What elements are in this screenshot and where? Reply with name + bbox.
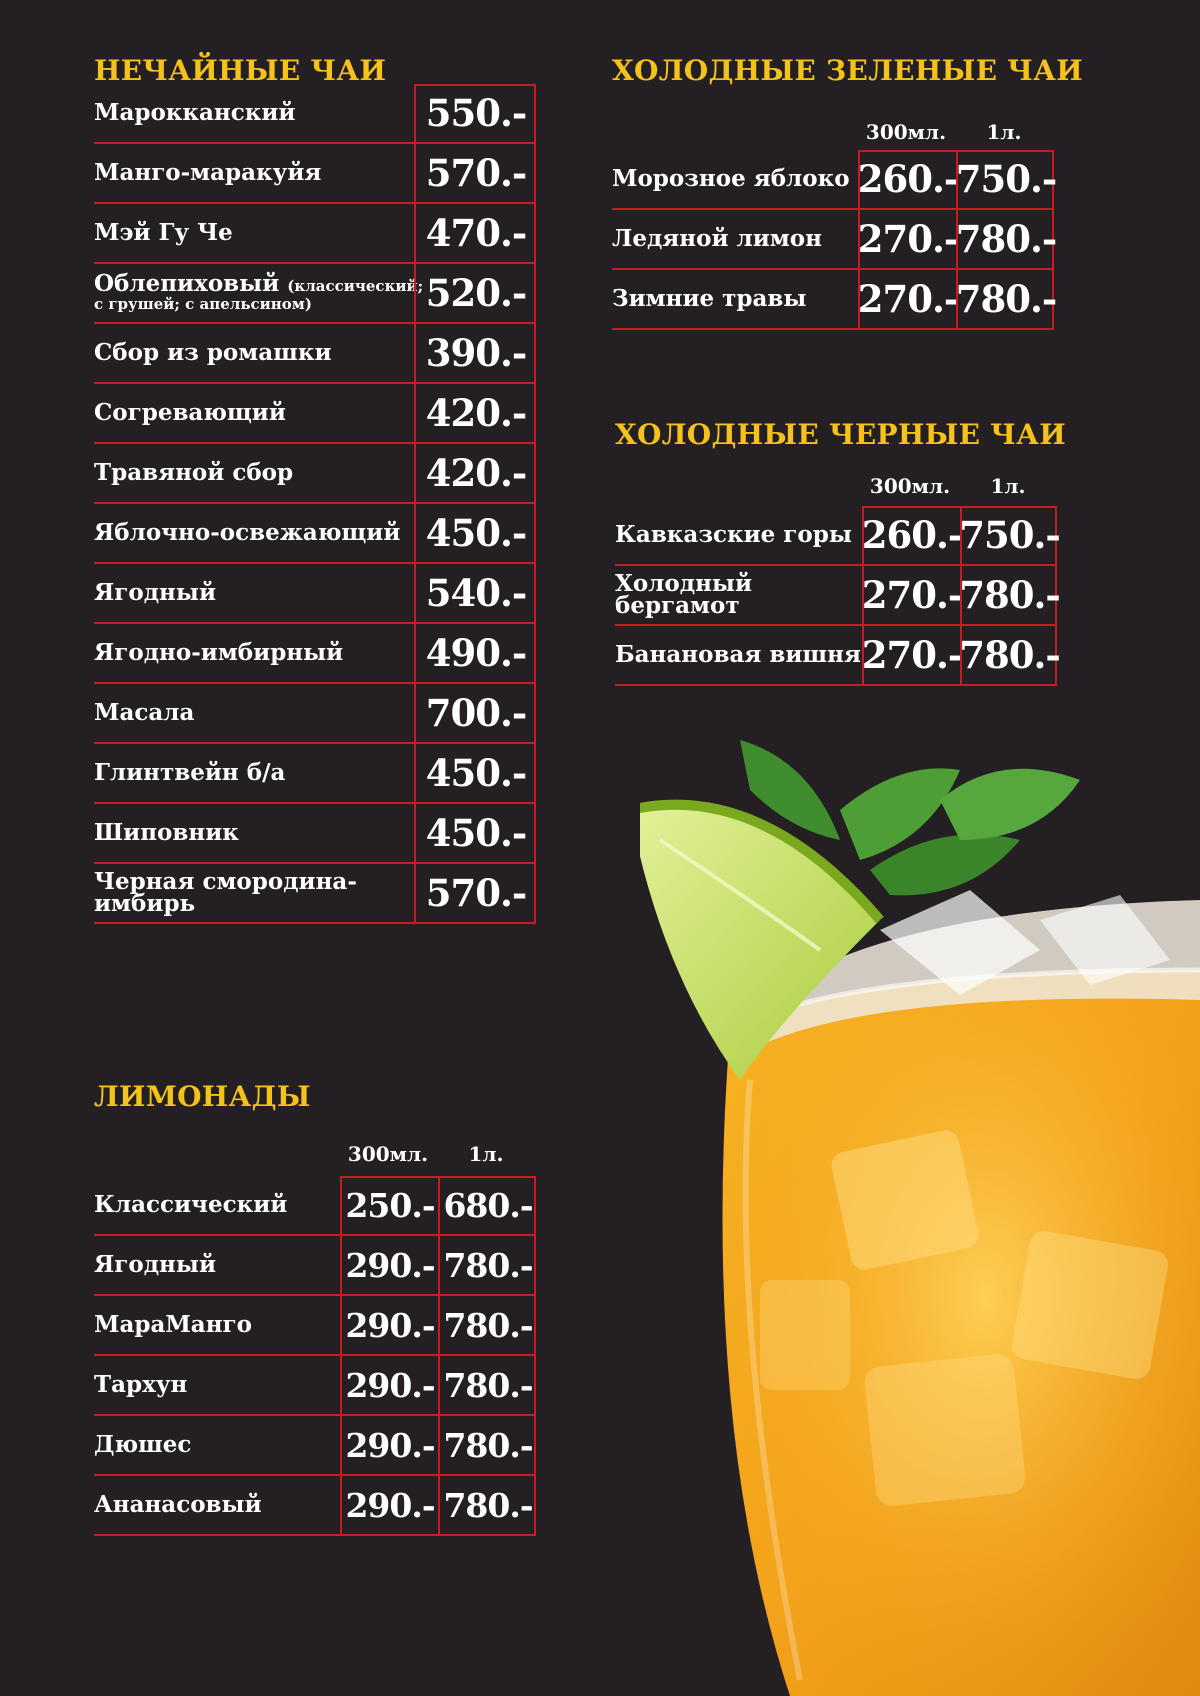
item-name <box>94 1296 252 1354</box>
item-price-300ml: 260.- <box>862 506 960 564</box>
menu-row <box>94 444 536 504</box>
menu-row <box>615 506 1060 566</box>
menu-row <box>94 204 536 264</box>
item-price: 450.- <box>414 744 536 802</box>
item-name <box>612 270 806 328</box>
item-name-text: Травяной сбор <box>94 459 294 486</box>
menu-row <box>94 684 536 744</box>
item-price-300ml: 270.- <box>862 626 960 684</box>
column-header-1l: 1л. <box>986 120 1022 144</box>
item-name <box>94 384 286 442</box>
item-price-300ml: 290.- <box>340 1416 438 1474</box>
item-price-1l: 780.- <box>438 1476 536 1534</box>
item-name-text: Морозное яблоко <box>612 165 850 192</box>
item-price-300ml: 260.- <box>858 150 956 208</box>
item-name <box>612 210 822 268</box>
row-divider <box>612 328 1054 330</box>
item-price-1l: 780.- <box>438 1416 536 1474</box>
cold-green-title: ХОЛОДНЫЕ ЗЕЛЕНЫЕ ЧАИ <box>612 54 1084 87</box>
item-price: 470.- <box>414 204 536 262</box>
item-name-text: Глинтвейн б/а <box>94 759 286 786</box>
menu-row <box>94 564 536 624</box>
item-name <box>94 624 343 682</box>
item-price: 550.- <box>414 84 536 142</box>
item-note-inline: (классический; <box>287 277 424 295</box>
item-price: 490.- <box>414 624 536 682</box>
item-name <box>94 1236 216 1294</box>
item-price-1l: 680.- <box>438 1176 536 1234</box>
item-name-text: Ягодно-имбирный <box>94 639 344 666</box>
menu-row <box>612 270 1057 330</box>
item-name-text: Ягодный <box>94 1251 216 1278</box>
cold-black-title: ХОЛОДНЫЕ ЧЕРНЫЕ ЧАИ <box>615 418 1067 451</box>
herbal-teas-section <box>94 54 536 934</box>
item-name <box>94 324 332 382</box>
column-header-300ml: 300мл. <box>865 120 947 144</box>
item-name <box>94 1356 187 1414</box>
item-price: 540.- <box>414 564 536 622</box>
item-price-1l: 780.- <box>960 566 1057 624</box>
menu-row <box>94 144 536 204</box>
item-name-text: Зимние травы <box>612 285 807 312</box>
herbal-teas-title: НЕЧАЙНЫЕ ЧАИ <box>94 54 387 87</box>
menu-row <box>94 324 536 384</box>
item-name-text: Ягодный <box>94 579 216 606</box>
menu-row <box>94 1296 536 1356</box>
menu-row <box>94 84 536 144</box>
item-price: 420.- <box>414 444 536 502</box>
item-name <box>94 864 357 922</box>
item-price: 390.- <box>414 324 536 382</box>
item-name <box>94 804 239 862</box>
item-price-1l: 750.- <box>956 150 1054 208</box>
item-price-300ml: 270.- <box>862 566 960 624</box>
item-name-text: Черная смородина- <box>94 868 357 895</box>
item-name <box>612 150 850 208</box>
item-name-text: Классический <box>94 1191 288 1218</box>
menu-row <box>94 1416 536 1476</box>
item-price: 570.- <box>414 864 536 922</box>
item-name-text: Сбор из ромашки <box>94 339 332 366</box>
menu-row <box>94 744 536 804</box>
menu-row <box>94 864 536 924</box>
item-price-1l: 780.- <box>956 270 1054 328</box>
row-divider <box>94 1534 536 1536</box>
item-name <box>615 506 852 564</box>
column-header-300ml: 300мл. <box>347 1142 429 1166</box>
item-name <box>94 744 285 802</box>
menu-row <box>615 626 1060 686</box>
item-name-text: Тархун <box>94 1371 188 1398</box>
item-name <box>615 626 861 684</box>
column-header-1l: 1л. <box>990 474 1026 498</box>
item-name <box>94 1416 191 1474</box>
item-price-300ml: 290.- <box>340 1476 438 1534</box>
menu-row <box>615 566 1060 626</box>
menu-row <box>94 804 536 864</box>
item-name-text: МараМанго <box>94 1311 252 1338</box>
menu-row <box>612 150 1057 210</box>
cold-black-section <box>615 418 1065 708</box>
menu-row <box>94 264 536 324</box>
item-price-300ml: 270.- <box>858 270 956 328</box>
item-name <box>94 84 295 142</box>
item-name-line2: имбирь <box>94 890 196 917</box>
item-price-1l: 780.- <box>438 1356 536 1414</box>
column-header-1l: 1л. <box>468 1142 504 1166</box>
item-name-text: Облепиховый <box>94 270 280 297</box>
item-name-text: Банановая вишня <box>615 641 861 668</box>
item-name <box>94 684 194 742</box>
item-name-text: Ананасовый <box>94 1491 262 1518</box>
menu-row <box>94 624 536 684</box>
lemonades-title: ЛИМОНАДЫ <box>94 1080 311 1113</box>
menu-row <box>94 1176 536 1236</box>
item-price: 520.- <box>414 264 536 322</box>
item-name-line2: бергамот <box>615 592 740 619</box>
item-name-text: Дюшес <box>94 1431 192 1458</box>
item-name <box>94 504 400 562</box>
item-name-text: Шиповник <box>94 819 239 846</box>
lemonades-section <box>94 1080 544 1540</box>
item-name-text: Яблочно-освежающий <box>94 519 401 546</box>
item-price: 420.- <box>414 384 536 442</box>
item-price: 450.- <box>414 504 536 562</box>
item-name <box>94 1476 262 1534</box>
row-divider <box>94 922 536 924</box>
menu-row <box>612 210 1057 270</box>
item-price-300ml: 290.- <box>340 1356 438 1414</box>
item-name-line <box>94 270 424 297</box>
item-name-text: Согревающий <box>94 399 286 426</box>
item-name-text: Кавказские горы <box>615 521 852 548</box>
item-price-300ml: 270.- <box>858 210 956 268</box>
item-price: 700.- <box>414 684 536 742</box>
item-name-text: Холодный <box>615 570 753 597</box>
item-name-text: Мэй Гу Че <box>94 219 233 246</box>
item-price-300ml: 290.- <box>340 1236 438 1294</box>
item-name <box>94 564 216 622</box>
item-price-1l: 780.- <box>960 626 1057 684</box>
item-name-text: Ледяной лимон <box>612 225 822 252</box>
iced-tea-glass-illustration <box>640 720 1200 1696</box>
item-name <box>615 566 752 624</box>
item-price: 570.- <box>414 144 536 202</box>
item-price-300ml: 290.- <box>340 1296 438 1354</box>
menu-row <box>94 1356 536 1416</box>
item-name-text: Марокканский <box>94 99 296 126</box>
menu-row <box>94 1476 536 1536</box>
item-price-1l: 780.- <box>438 1236 536 1294</box>
column-header-300ml: 300мл. <box>869 474 951 498</box>
menu-row <box>94 384 536 444</box>
item-name-text: Масала <box>94 699 195 726</box>
item-name-text: Манго-маракуйя <box>94 159 322 186</box>
item-price-1l: 750.- <box>960 506 1057 564</box>
menu-row <box>94 504 536 564</box>
row-divider <box>615 684 1057 686</box>
item-price: 450.- <box>414 804 536 862</box>
item-note: с грушей; с апельсином) <box>94 295 312 313</box>
item-price-1l: 780.- <box>956 210 1054 268</box>
cold-green-section <box>612 54 1084 344</box>
item-name <box>94 1176 287 1234</box>
item-price-1l: 780.- <box>438 1296 536 1354</box>
item-name <box>94 204 233 262</box>
item-name <box>94 144 321 202</box>
item-price-300ml: 250.- <box>340 1176 438 1234</box>
item-name <box>94 264 423 322</box>
item-name <box>94 444 293 502</box>
menu-row <box>94 1236 536 1296</box>
